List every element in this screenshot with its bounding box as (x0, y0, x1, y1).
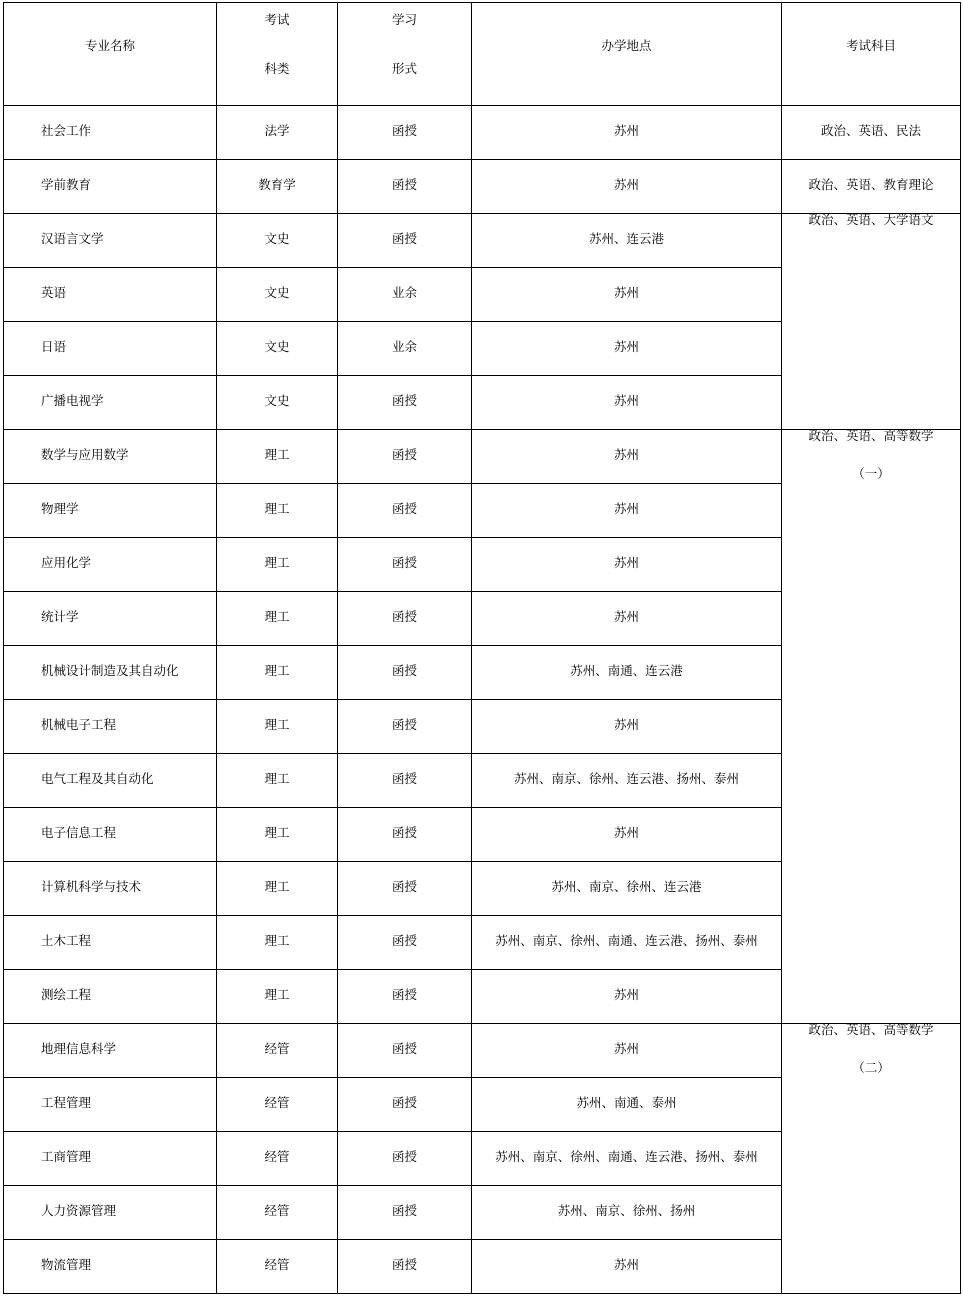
major-name-cell: 物流管理 (4, 1240, 217, 1294)
form-cell: 函授 (338, 970, 472, 1024)
subjects-cell-management: 政治、英语、高等数学 （二） (782, 1024, 961, 1294)
category-cell: 理工 (217, 754, 338, 808)
subjects-cell-literature: 政治、英语、大学语文 (782, 214, 961, 430)
location-cell: 苏州 (472, 322, 782, 376)
location-cell: 苏州 (472, 700, 782, 754)
category-cell: 文史 (217, 322, 338, 376)
location-cell: 苏州 (472, 160, 782, 214)
form-cell: 函授 (338, 646, 472, 700)
subjects-cell-education: 政治、英语、教育理论 (782, 160, 961, 214)
table-row (4, 1024, 961, 1078)
form-cell: 业余 (338, 268, 472, 322)
major-name-cell: 土木工程 (4, 916, 217, 970)
form-cell: 函授 (338, 754, 472, 808)
major-name-cell: 物理学 (4, 484, 217, 538)
location-cell: 苏州 (472, 1240, 782, 1294)
form-cell: 函授 (338, 1186, 472, 1240)
major-name-cell: 数学与应用数学 (4, 430, 217, 484)
category-cell: 理工 (217, 646, 338, 700)
form-cell: 函授 (338, 106, 472, 160)
major-name-cell: 社会工作 (4, 106, 217, 160)
form-cell: 函授 (338, 376, 472, 430)
category-cell: 理工 (217, 808, 338, 862)
form-cell: 函授 (338, 1078, 472, 1132)
location-cell: 苏州、南通、泰州 (472, 1078, 782, 1132)
category-cell: 经管 (217, 1186, 338, 1240)
category-cell: 理工 (217, 430, 338, 484)
location-cell: 苏州 (472, 808, 782, 862)
category-cell: 法学 (217, 106, 338, 160)
location-cell: 苏州 (472, 430, 782, 484)
major-name-cell: 应用化学 (4, 538, 217, 592)
header-exam-subjects: 考试科目 (782, 3, 961, 106)
location-cell: 苏州、连云港 (472, 214, 782, 268)
table-header-row (4, 3, 961, 106)
major-name-cell: 测绘工程 (4, 970, 217, 1024)
form-cell: 函授 (338, 808, 472, 862)
subjects-cell-science: 政治、英语、高等数学 （一） (782, 430, 961, 1024)
major-name-cell: 计算机科学与技术 (4, 862, 217, 916)
header-major-name: 专业名称 (4, 3, 217, 106)
form-cell: 函授 (338, 214, 472, 268)
location-cell: 苏州、南京、徐州、连云港、扬州、泰州 (472, 754, 782, 808)
location-cell: 苏州 (472, 592, 782, 646)
form-cell: 函授 (338, 1240, 472, 1294)
category-cell: 经管 (217, 1024, 338, 1078)
location-cell: 苏州 (472, 376, 782, 430)
form-cell: 函授 (338, 484, 472, 538)
form-cell: 函授 (338, 430, 472, 484)
major-name-cell: 工程管理 (4, 1078, 217, 1132)
majors-table (3, 2, 961, 1294)
form-cell: 函授 (338, 538, 472, 592)
category-cell: 经管 (217, 1132, 338, 1186)
category-cell: 教育学 (217, 160, 338, 214)
location-cell: 苏州 (472, 970, 782, 1024)
location-cell: 苏州、南京、徐州、扬州 (472, 1186, 782, 1240)
major-name-cell: 学前教育 (4, 160, 217, 214)
category-cell: 文史 (217, 214, 338, 268)
category-cell: 理工 (217, 592, 338, 646)
major-name-cell: 广播电视学 (4, 376, 217, 430)
header-exam-category: 考试 科类 (217, 3, 338, 106)
location-cell: 苏州、南京、徐州、连云港 (472, 862, 782, 916)
major-name-cell: 机械电子工程 (4, 700, 217, 754)
header-study-form: 学习 形式 (338, 3, 472, 106)
category-cell: 理工 (217, 862, 338, 916)
form-cell: 函授 (338, 1132, 472, 1186)
category-cell: 文史 (217, 376, 338, 430)
category-cell: 理工 (217, 970, 338, 1024)
major-name-cell: 电子信息工程 (4, 808, 217, 862)
category-cell: 理工 (217, 484, 338, 538)
location-cell: 苏州、南京、徐州、南通、连云港、扬州、泰州 (472, 1132, 782, 1186)
table-row (4, 214, 961, 268)
major-name-cell: 统计学 (4, 592, 217, 646)
location-cell: 苏州、南通、连云港 (472, 646, 782, 700)
location-cell: 苏州 (472, 106, 782, 160)
location-cell: 苏州 (472, 1024, 782, 1078)
form-cell: 函授 (338, 862, 472, 916)
major-name-cell: 英语 (4, 268, 217, 322)
form-cell: 函授 (338, 700, 472, 754)
category-cell: 文史 (217, 268, 338, 322)
header-location: 办学地点 (472, 3, 782, 106)
table-row (4, 430, 961, 484)
location-cell: 苏州 (472, 268, 782, 322)
major-name-cell: 机械设计制造及其自动化 (4, 646, 217, 700)
table-row (4, 106, 961, 160)
major-name-cell: 地理信息科学 (4, 1024, 217, 1078)
category-cell: 理工 (217, 916, 338, 970)
major-name-cell: 日语 (4, 322, 217, 376)
location-cell: 苏州 (472, 538, 782, 592)
location-cell: 苏州 (472, 484, 782, 538)
form-cell: 函授 (338, 160, 472, 214)
form-cell: 函授 (338, 1024, 472, 1078)
category-cell: 经管 (217, 1240, 338, 1294)
form-cell: 函授 (338, 592, 472, 646)
major-name-cell: 电气工程及其自动化 (4, 754, 217, 808)
major-name-cell: 人力资源管理 (4, 1186, 217, 1240)
table-row (4, 160, 961, 214)
major-name-cell: 汉语言文学 (4, 214, 217, 268)
location-cell: 苏州、南京、徐州、南通、连云港、扬州、泰州 (472, 916, 782, 970)
category-cell: 理工 (217, 538, 338, 592)
category-cell: 经管 (217, 1078, 338, 1132)
form-cell: 业余 (338, 322, 472, 376)
category-cell: 理工 (217, 700, 338, 754)
major-name-cell: 工商管理 (4, 1132, 217, 1186)
subjects-cell-law: 政治、英语、民法 (782, 106, 961, 160)
form-cell: 函授 (338, 916, 472, 970)
